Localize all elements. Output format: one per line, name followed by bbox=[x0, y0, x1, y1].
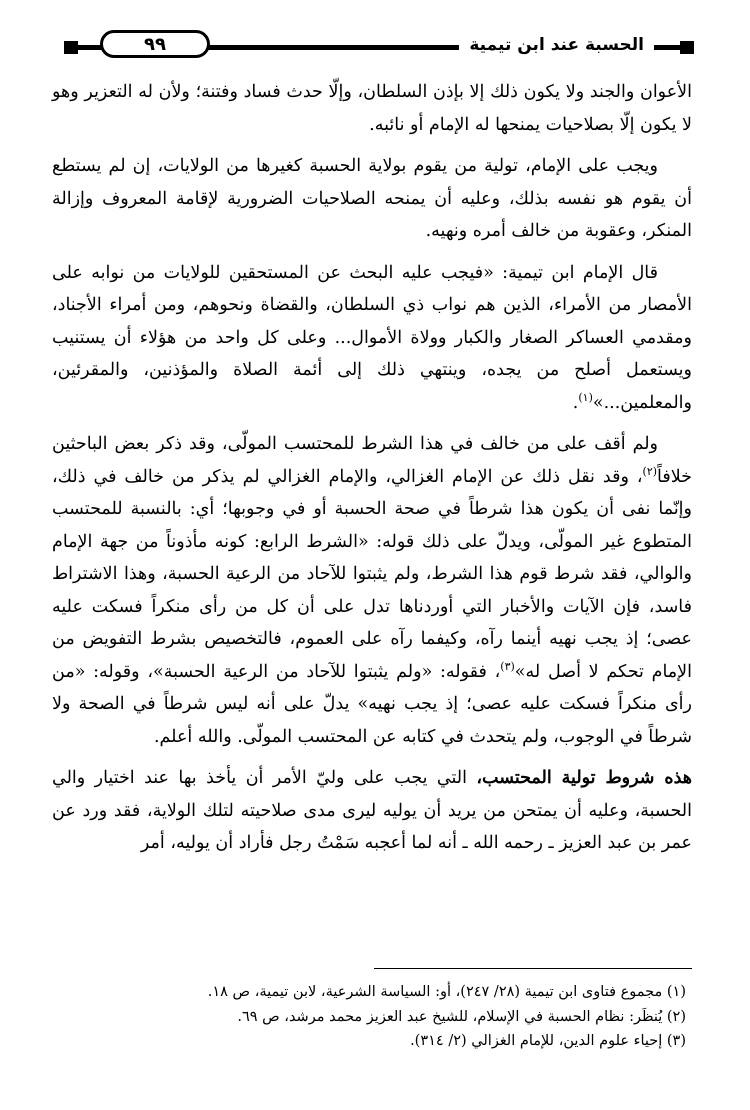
header-rule-cap-left bbox=[64, 41, 78, 54]
footnote-ref-3[interactable]: (٣) bbox=[500, 659, 515, 673]
main-text bbox=[52, 76, 692, 869]
paragraph-1: الأعوان والجند ولا يكون ذلك إلا بإذن السلطان، وإلّا حدث فساد وفتنة؛ ولأن له التعزير وهو لا يكون إلّا بصلاحيات يمنحها له الإمام أو نائبه. bbox=[52, 82, 692, 135]
footnote-separator bbox=[374, 968, 692, 969]
quote-ibn-taymiyyah: قال الإمام ابن تيمية: «فيجب عليه البحث عن المستحقين للولايات من نوابه على الأمصار من الأمراء، الذين هم نواب ذي السلطان، والقضاة ونحوهم، ومن أمراء الأجناد، ومقدمي العساكر الصغار والكبار وولاة الأموال... وعلى كل واحد من هؤلاء أن يستنيب ويستعمل أصلح من يجده، وينتهي ذلك إلى أئمة الصلاة والمؤذنين، والمقرئين، والمعلمين...» bbox=[52, 262, 692, 413]
running-title: الحسبة عند ابن تيمية bbox=[459, 30, 654, 60]
page-number: ٩٩ bbox=[100, 30, 210, 58]
footnote-3: (٣) إحياء علوم الدين، للإمام الغزالي (٢/ ٣١٤). bbox=[410, 1033, 686, 1049]
paragraph-5-rest: التي يجب على وليّ الأمر أن يأخذ بها عند اختيار والي الحسبة، وعليه أن يمتحن من يريد أن يوليه ليرى مدى صلاحيته لتلك الولاية، فقد ورد عن عمر بن عبد العزيز ـ رحمه الله ـ أنه لما أعجبه سَمْتُ رجل فأراد أن يوليه، أمر bbox=[52, 768, 692, 853]
header-rule-cap-right bbox=[680, 41, 694, 54]
paragraph-5 bbox=[52, 762, 692, 860]
paragraph-2: ويجب على الإمام، تولية من يقوم بولاية الحسبة كغيرها من الولايات، إن لم يستطع أن يقوم هو نفسه بذلك، وعليه أن يمنحه الصلاحيات الضرورية لإقامة المعروف وإزالة المنكر، وعقوبة من خالف أمره ونهيه. bbox=[52, 156, 692, 241]
paragraph-3-end: . bbox=[572, 392, 579, 413]
running-header bbox=[64, 28, 694, 64]
paragraph-4 bbox=[52, 428, 692, 753]
paragraph-4-part-b: ، وقد نقل ذلك عن الإمام الغزالي، والإمام الغزالي لم يذكر من خالف في ذلك، وإنّما نفى أن يكون هذا شرطاً في صحة الحسبة أو في وجوبها؛ أي: بالنسبة للمحتسب المتطوع غير المولّى، ويدلّ على ذلك قوله: «الشرط الرابع: كونه مأذوناً من جهة الإمام والوالي، فقد شرط قوم هذا الشرط، ولم يثبتوا للآحاد من الرعية الحسبة، وهذا الاشتراط فاسد، فإن الآيات والأخبار التي أوردناها تدل على أن كل من رأى منكراً فسكت عليه عصى؛ إذ يجب نهيه أينما رآه، وكيفما رآه على العموم، فالتخصيص بشرط التفويض من الإمام تحكم لا أصل له» bbox=[52, 466, 692, 682]
paragraph-4-part-a: ولم أقف على من خالف في هذا الشرط للمحتسب المولّى، وقد ذكر بعض الباحثين خلافاً bbox=[52, 434, 692, 487]
footnote-1: (١) مجموع فتاوى ابن تيمية (٢٨/ ٢٤٧)، أو: السياسة الشرعية، لابن تيمية، ص ١٨. bbox=[207, 984, 686, 1000]
paragraph-4-part-c: ، فقوله: «ولم يثبتوا للآحاد من الرعية الحسبة»، وقوله: «من رأى منكراً فسكت عليه عصى؛ إذ يجب نهيه» يدلّ على أنه ليس شرطاً في الصحة ولا شرطاً في الوجوب، ولم يتحدث في كتابه عن المحتسب المولّى. والله أعلم. bbox=[52, 661, 692, 747]
footnote-ref-1[interactable]: (١) bbox=[578, 390, 593, 404]
footnote-2: (٢) يُنظَر: نظام الحسبة في الإسلام، للشيخ عبد العزيز محمد مرشد، ص ٦٩. bbox=[237, 1008, 686, 1025]
paragraph-5-lead: هذه شروط تولية المحتسب، bbox=[476, 768, 692, 788]
footnote-ref-2[interactable]: (٢) bbox=[642, 464, 658, 478]
footnotes bbox=[56, 980, 686, 1054]
paragraph-3 bbox=[52, 257, 692, 420]
